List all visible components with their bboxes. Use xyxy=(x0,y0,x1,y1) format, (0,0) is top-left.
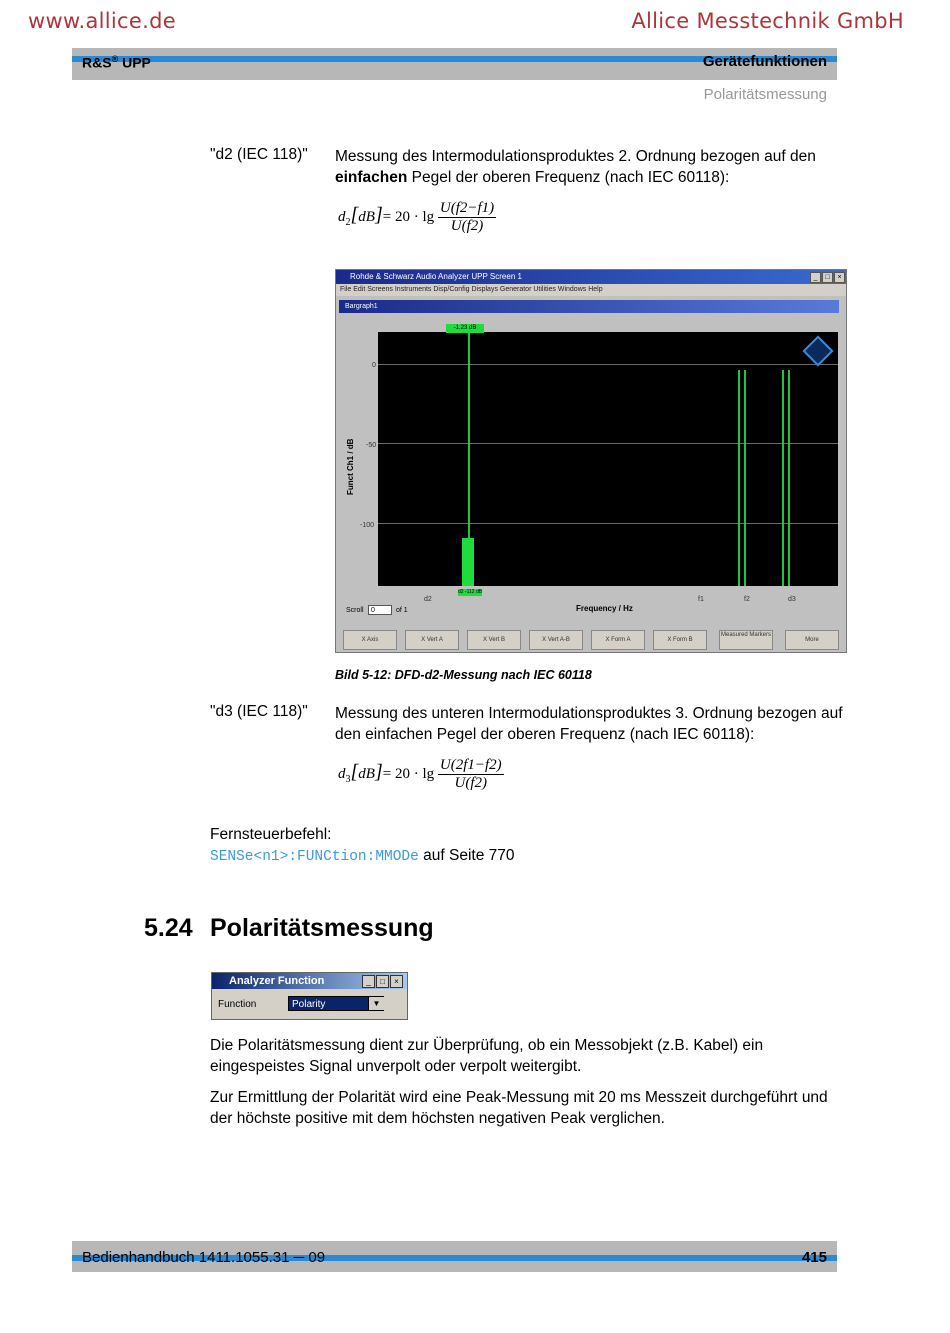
f1-bar-b xyxy=(744,370,746,586)
softkey-button[interactable]: Measured Markers xyxy=(719,630,773,650)
softkey-button[interactable]: X Form A xyxy=(591,630,645,650)
paragraph: Zur Ermittlung der Polarität wird eine Peak-Messung mit 20 ms Messzeit durchgeführt und der höchste positive mit dem höchsten negativen Peak verglichen. xyxy=(210,1089,828,1127)
dialog-title: Analyzer Function xyxy=(212,973,407,989)
bargraph-plot xyxy=(378,325,838,595)
scroll-unit: of 1 xyxy=(396,607,408,614)
minimize-icon[interactable]: _ xyxy=(362,975,375,988)
website-watermark[interactable]: www.allice.de xyxy=(28,9,176,33)
marker-top: -1.23 dB xyxy=(446,324,484,333)
page-number: 415 xyxy=(801,1249,827,1266)
product-name: R&S® UPP xyxy=(82,54,151,71)
f2-bar-b xyxy=(788,370,790,586)
subchapter-title: Polaritätsmessung xyxy=(703,86,827,103)
app-titlebar: Rohde & Schwarz Audio Analyzer UPP Screen 1 xyxy=(336,270,846,284)
d2-bar xyxy=(462,538,474,586)
analyzer-function-dialog xyxy=(211,972,408,1020)
scroll-label: Scroll xyxy=(346,607,364,614)
minimize-icon[interactable]: _ xyxy=(810,272,821,283)
close-icon[interactable]: × xyxy=(834,272,845,283)
d2-formula: $d_2[dB]= 20 \cdot \lg$ $\frac{U(f2-f1)}{U(f2)}$ xyxy=(338,200,495,234)
bargraph-window-title: Bargraph1 xyxy=(339,300,839,313)
analyzer-screenshot xyxy=(335,269,847,653)
softkey-row xyxy=(339,630,843,650)
f1-bar-a xyxy=(738,370,740,586)
d3-formula: $d_3[dB]= 20 \cdot \lg$ $\frac{U(2f1-f2)}{U(f2)}$ xyxy=(338,757,502,791)
maximize-icon[interactable]: □ xyxy=(822,272,833,283)
marker-bottom: d2 -112 dB xyxy=(458,589,482,595)
softkey-button[interactable]: X Form B xyxy=(653,630,707,650)
app-menubar[interactable]: File Edit Screens Instruments Disp/Config Displays Generator Utilities Windows Help xyxy=(336,284,846,296)
f2-bar-a xyxy=(782,370,784,586)
softkey-button[interactable]: X Vert B xyxy=(467,630,521,650)
y-tick: -100 xyxy=(360,522,375,529)
function-select[interactable]: Polarity xyxy=(288,996,384,1011)
y-axis-label: Funct Ch1 / dB xyxy=(346,438,355,495)
softkey-button[interactable]: More xyxy=(785,630,839,650)
d3-term: "d3 (IEC 118)" xyxy=(210,703,308,720)
maximize-icon[interactable]: □ xyxy=(376,975,389,988)
softkey-button[interactable]: X Vert A xyxy=(405,630,459,650)
d2-description: Messung des Intermodulationsproduktes 2. Ordnung bezogen auf den einfachen Pegel der oberen Frequenz (nach IEC 60118): xyxy=(335,148,816,186)
manual-number: Bedienhandbuch 1411.1055.31 ─ 09 xyxy=(82,1249,326,1266)
scroll-input[interactable]: 0 xyxy=(368,605,392,615)
softkey-button[interactable]: X Vert A-B xyxy=(529,630,583,650)
d2-term: "d2 (IEC 118)" xyxy=(210,146,308,163)
section-title: Polaritätsmessung xyxy=(210,914,434,942)
x-tick: d2 xyxy=(424,596,432,603)
remote-command-link[interactable]: SENSe<n1>:FUNCtion:MMODe xyxy=(210,849,419,865)
section-number: 5.24 xyxy=(144,914,193,942)
remote-label: Fernsteuerbefehl: xyxy=(210,826,332,843)
company-watermark: Allice Messtechnik GmbH xyxy=(631,9,904,33)
figure-caption: Bild 5-12: DFD-d2-Messung nach IEC 60118 xyxy=(335,668,592,682)
x-tick: d3 xyxy=(788,596,796,603)
x-tick: f1 xyxy=(698,596,704,603)
y-tick: 0 xyxy=(372,362,376,369)
x-axis-label: Frequency / Hz xyxy=(576,604,633,613)
paragraph: Die Polaritätsmessung dient zur Überprüfung, ob ein Messobjekt (z.B. Kabel) ein eingespeistes Signal unverpolt oder verpolt weitergibt. xyxy=(210,1037,764,1075)
x-tick: f2 xyxy=(744,596,750,603)
close-icon[interactable]: × xyxy=(390,975,403,988)
chevron-down-icon[interactable]: ▼ xyxy=(368,997,384,1010)
y-tick: -50 xyxy=(366,442,377,449)
function-label: Function xyxy=(218,999,257,1010)
chapter-title: Gerätefunktionen xyxy=(702,53,827,70)
d3-description: Messung des unteren Intermodulationsproduktes 3. Ordnung bezogen auf den einfachen Pegel der oberen Frequenz (nach IEC 60118): xyxy=(335,705,843,743)
remote-command-line: SENSe<n1>:FUNCtion:MMODe auf Seite 770 xyxy=(210,847,515,865)
softkey-button[interactable]: X Axis xyxy=(343,630,397,650)
